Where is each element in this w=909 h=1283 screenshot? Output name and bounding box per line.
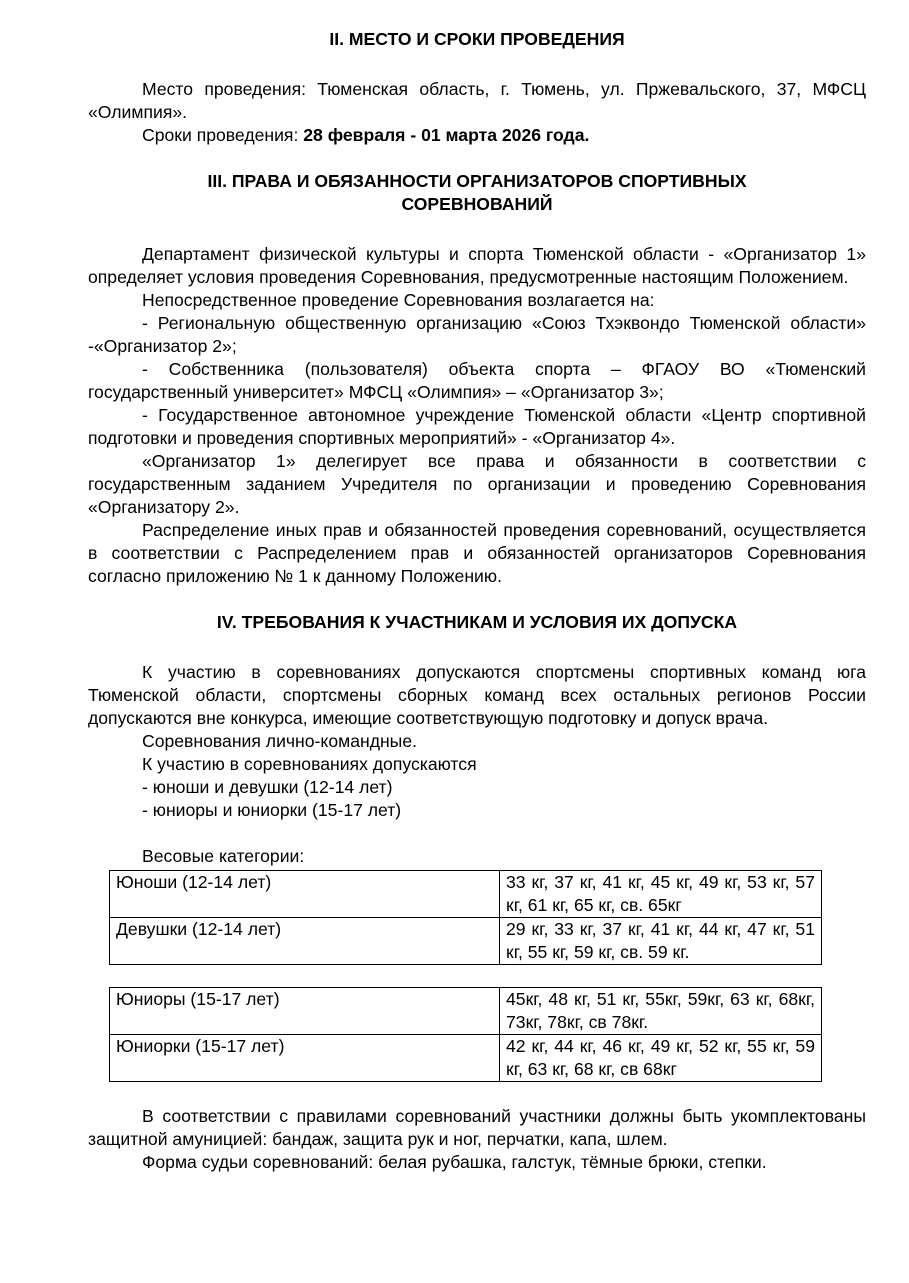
section-3-heading-line1: III. ПРАВА И ОБЯЗАННОСТИ ОРГАНИЗАТОРОВ СПОРТИВНЫХ bbox=[207, 171, 747, 191]
venue-paragraph: Место проведения: Тюменская область, г. Тюмень, ул. Пржевальского, 37, МФСЦ «Олимпия». bbox=[88, 79, 866, 122]
referee-uniform-paragraph: Форма судьи соревнований: белая рубашка, галстук, тёмные брюки, степки. bbox=[142, 1152, 767, 1172]
section-2-heading: II. МЕСТО И СРОКИ ПРОВЕДЕНИЯ bbox=[329, 29, 625, 49]
equipment-paragraph: В соответствии с правилами соревнований участники должны быть укомплектованы защитной амуницией: бандаж, защита рук и ног, перчатки, капа, шлем. bbox=[88, 1106, 866, 1149]
weights-cell: 42 кг, 44 кг, 46 кг, 49 кг, 52 кг, 55 кг, 59 кг, 63 кг, 68 кг, св 68кг bbox=[500, 1035, 822, 1082]
section-3-heading bbox=[88, 170, 866, 216]
organizer2-paragraph: - Региональную общественную организацию «Союз Тхэквондо Тюменской области» -«Организатор 2»; bbox=[88, 313, 866, 356]
organizer1-paragraph: Департамент физической культуры и спорта Тюменской области - «Организатор 1» определяет условия проведения Соревнования, предусмотренные настоящим Положением. bbox=[88, 244, 866, 287]
section-3-heading-line2: СОРЕВНОВАНИЙ bbox=[401, 194, 553, 214]
admission-seniors: - юниоры и юниорки (15-17 лет) bbox=[142, 800, 402, 820]
admission-intro: К участию в соревнованиях допускаются bbox=[142, 754, 477, 774]
table-row bbox=[110, 918, 822, 965]
dates-label: Сроки проведения: bbox=[142, 125, 304, 145]
delegation-paragraph: «Организатор 1» делегирует все права и обязанности в соответствии с государственным заданием Учредителя по организации и проведению Соревнования «Организатору 2». bbox=[88, 451, 866, 517]
direct-conduct-paragraph: Непосредственное проведение Соревнования возлагается на: bbox=[142, 290, 655, 310]
dates-value: 28 февраля - 01 марта 2026 года. bbox=[303, 125, 590, 145]
admission-juniors: - юноши и девушки (12-14 лет) bbox=[142, 777, 393, 797]
eligibility-paragraph: К участию в соревнованиях допускаются спортсмены спортивных команд юга Тюменской области, спортсмены сборных команд всех остальных регионов России допускаются вне конкурса, имеющие соответствующую подготовку и допуск врача. bbox=[88, 662, 866, 728]
weight-table-12-14 bbox=[109, 870, 822, 965]
weights-cell: 33 кг, 37 кг, 41 кг, 45 кг, 49 кг, 53 кг, 57 кг, 61 кг, 65 кг, св. 65кг bbox=[500, 871, 822, 918]
table-row bbox=[110, 988, 822, 1035]
table-row bbox=[110, 871, 822, 918]
document-page bbox=[88, 28, 866, 1174]
organizer4-paragraph: - Государственное автономное учреждение Тюменской области «Центр спортивной подготовки и проведения спортивных мероприятий» - «Организатор 4». bbox=[88, 405, 866, 448]
section-4-heading: IV. ТРЕБОВАНИЯ К УЧАСТНИКАМ И УСЛОВИЯ ИХ ДОПУСКА bbox=[216, 612, 738, 632]
dates-paragraph bbox=[88, 124, 866, 147]
competition-type: Соревнования лично-командные. bbox=[142, 731, 417, 751]
weights-cell: 45кг, 48 кг, 51 кг, 55кг, 59кг, 63 кг, 68кг, 73кг, 78кг, св 78кг. bbox=[500, 988, 822, 1035]
organizer3-paragraph: - Собственника (пользователя) объекта спорта – ФГАОУ ВО «Тюменский государственный университет» МФСЦ «Олимпия» – «Организатор 3»; bbox=[88, 359, 866, 402]
group-cell: Юноши (12-14 лет) bbox=[110, 871, 500, 918]
distribution-paragraph: Распределение иных прав и обязанностей проведения соревнований, осуществляется в соответствии с Распределением прав и обязанностей организаторов Соревнования согласно приложению № 1 к данному Положению. bbox=[88, 520, 866, 586]
weights-cell: 29 кг, 33 кг, 37 кг, 41 кг, 44 кг, 47 кг, 51 кг, 55 кг, 59 кг, св. 59 кг. bbox=[500, 918, 822, 965]
weight-table-15-17 bbox=[109, 987, 822, 1082]
group-cell: Юниоры (15-17 лет) bbox=[110, 988, 500, 1035]
group-cell: Девушки (12-14 лет) bbox=[110, 918, 500, 965]
group-cell: Юниорки (15-17 лет) bbox=[110, 1035, 500, 1082]
table-row bbox=[110, 1035, 822, 1082]
weight-categories-label: Весовые категории: bbox=[142, 846, 305, 866]
